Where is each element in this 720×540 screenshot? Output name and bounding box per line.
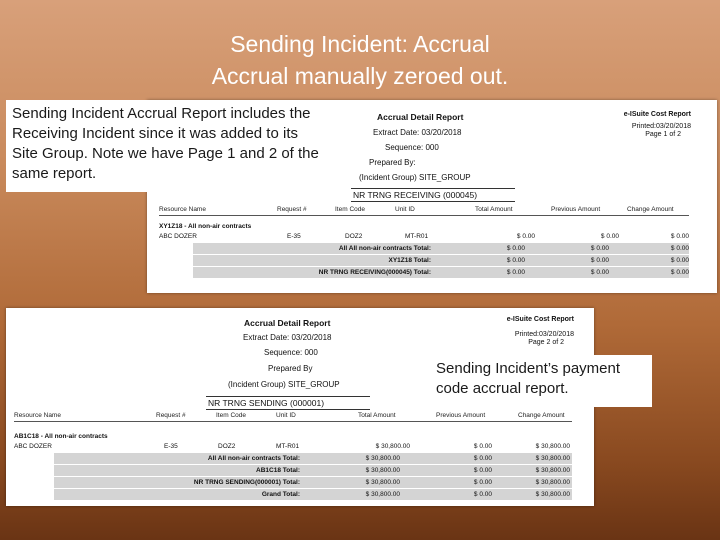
change-amount: $ 0.00: [670, 269, 689, 276]
total-row: [193, 243, 689, 255]
cell-resource-name: ABC DOZER: [159, 233, 197, 240]
accrual-report-page2: [6, 308, 594, 506]
previous-amount: $ 0.00: [590, 269, 609, 276]
change-amount: $ 0.00: [670, 245, 689, 252]
total-row: [54, 477, 572, 489]
cell-total: $ 30,800.00: [375, 443, 410, 450]
col-resource-name: Resource Name: [14, 412, 61, 419]
total-label: Grand Total:: [261, 491, 300, 498]
col-previous-amount: Previous Amount: [551, 206, 601, 213]
change-amount: $ 30,800.00: [535, 479, 570, 486]
table-row: [159, 233, 689, 240]
total-label: XY1Z18 Total:: [388, 257, 431, 264]
printed-date: Printed:03/20/2018: [631, 123, 691, 130]
total-amount: $ 0.00: [506, 257, 525, 264]
total-amount: $ 30,800.00: [365, 455, 400, 462]
col-total-amount: Total Amount: [358, 412, 396, 419]
sequence: Sequence: 000: [264, 348, 318, 357]
previous-amount: $ 0.00: [473, 479, 492, 486]
cell-item-code: DOZ2: [218, 443, 236, 450]
brand-label: e-ISuite Cost Report: [623, 111, 691, 118]
col-request: Request #: [277, 206, 307, 213]
col-resource-name: Resource Name: [159, 206, 206, 213]
total-row: [54, 465, 572, 477]
col-item-code: Item Code: [335, 206, 365, 213]
total-label: NR TRNG SENDING(000001) Total:: [193, 479, 300, 486]
col-change-amount: Change Amount: [518, 412, 565, 419]
col-item-code: Item Code: [216, 412, 246, 419]
total-row: [54, 453, 572, 465]
slide-title-line2: Accrual manually zeroed out.: [211, 63, 509, 89]
cell-change: $ 30,800.00: [535, 443, 570, 450]
report-meta: [476, 316, 574, 346]
col-unit-id: Unit ID: [276, 412, 296, 419]
previous-amount: $ 0.00: [473, 455, 492, 462]
previous-amount: $ 0.00: [473, 467, 492, 474]
cell-change: $ 0.00: [670, 233, 689, 240]
report-title: Accrual Detail Report: [377, 112, 464, 122]
cell-unit-id: MT-R01: [276, 443, 300, 450]
change-amount: $ 0.00: [670, 257, 689, 264]
previous-amount: $ 0.00: [590, 245, 609, 252]
total-amount: $ 30,800.00: [365, 467, 400, 474]
group-label: XY1Z18 - All non-air contracts: [159, 223, 252, 230]
previous-amount: $ 0.00: [590, 257, 609, 264]
page-number: Page 1 of 2: [645, 131, 681, 138]
total-label: AB1C18 Total:: [256, 467, 300, 474]
previous-amount: $ 0.00: [473, 491, 492, 498]
incident-header: NR TRNG RECEIVING (000045): [351, 188, 515, 202]
cell-previous: $ 0.00: [473, 443, 492, 450]
extract-date: Extract Date: 03/20/2018: [243, 333, 332, 342]
printed-date: Printed:03/20/2018: [514, 331, 574, 338]
cell-request: E-35: [164, 443, 178, 450]
group-label: AB1C18 - All non-air contracts: [14, 433, 108, 440]
total-row: [193, 267, 689, 279]
total-row: [193, 255, 689, 267]
column-headers: [159, 206, 689, 216]
cell-unit-id: MT-R01: [405, 233, 429, 240]
sending-note-callout: Sending Incident’s payment code accrual report.: [430, 355, 652, 407]
col-unit-id: Unit ID: [395, 206, 415, 213]
col-previous-amount: Previous Amount: [436, 412, 486, 419]
change-amount: $ 30,800.00: [535, 491, 570, 498]
cell-item-code: DOZ2: [345, 233, 363, 240]
total-label: NR TRNG RECEIVING(000045) Total:: [318, 269, 431, 276]
page-number: Page 2 of 2: [528, 339, 564, 346]
receiving-note-callout: Sending Incident Accrual Report includes the Receiving Incident since it was added to its Site Group. Note we have Page 1 and 2 of the same report.: [6, 100, 326, 192]
col-request: Request #: [156, 412, 186, 419]
total-label: All All non-air contracts Total:: [338, 245, 431, 252]
cell-previous: $ 0.00: [600, 233, 619, 240]
change-amount: $ 30,800.00: [535, 467, 570, 474]
table-row: [14, 443, 572, 450]
report-meta: [587, 111, 691, 138]
prepared-by: Prepared By: [268, 364, 313, 373]
column-headers: [14, 412, 572, 422]
cell-request: E-35: [287, 233, 301, 240]
total-amount: $ 0.00: [506, 269, 525, 276]
total-label: All All non-air contracts Total:: [207, 455, 300, 462]
total-amount: $ 30,800.00: [365, 491, 400, 498]
total-amount: $ 30,800.00: [365, 479, 400, 486]
extract-date: Extract Date: 03/20/2018: [373, 128, 462, 137]
incident-group: (Incident Group) SITE_GROUP: [359, 173, 471, 182]
grand-total-row: [54, 489, 572, 501]
incident-header: NR TRNG SENDING (000001): [206, 396, 370, 410]
slide-title: [0, 28, 720, 92]
cell-resource-name: ABC DOZER: [14, 443, 52, 450]
slide-title-line1: Sending Incident: Accrual: [230, 31, 490, 57]
incident-group: (Incident Group) SITE_GROUP: [228, 380, 340, 389]
sequence: Sequence: 000: [385, 143, 439, 152]
change-amount: $ 30,800.00: [535, 455, 570, 462]
total-amount: $ 0.00: [506, 245, 525, 252]
col-change-amount: Change Amount: [627, 206, 674, 213]
brand-label: e-ISuite Cost Report: [506, 316, 574, 323]
report-title: Accrual Detail Report: [244, 318, 331, 328]
col-total-amount: Total Amount: [475, 206, 513, 213]
cell-total: $ 0.00: [516, 233, 535, 240]
prepared-by: Prepared By:: [369, 158, 416, 167]
